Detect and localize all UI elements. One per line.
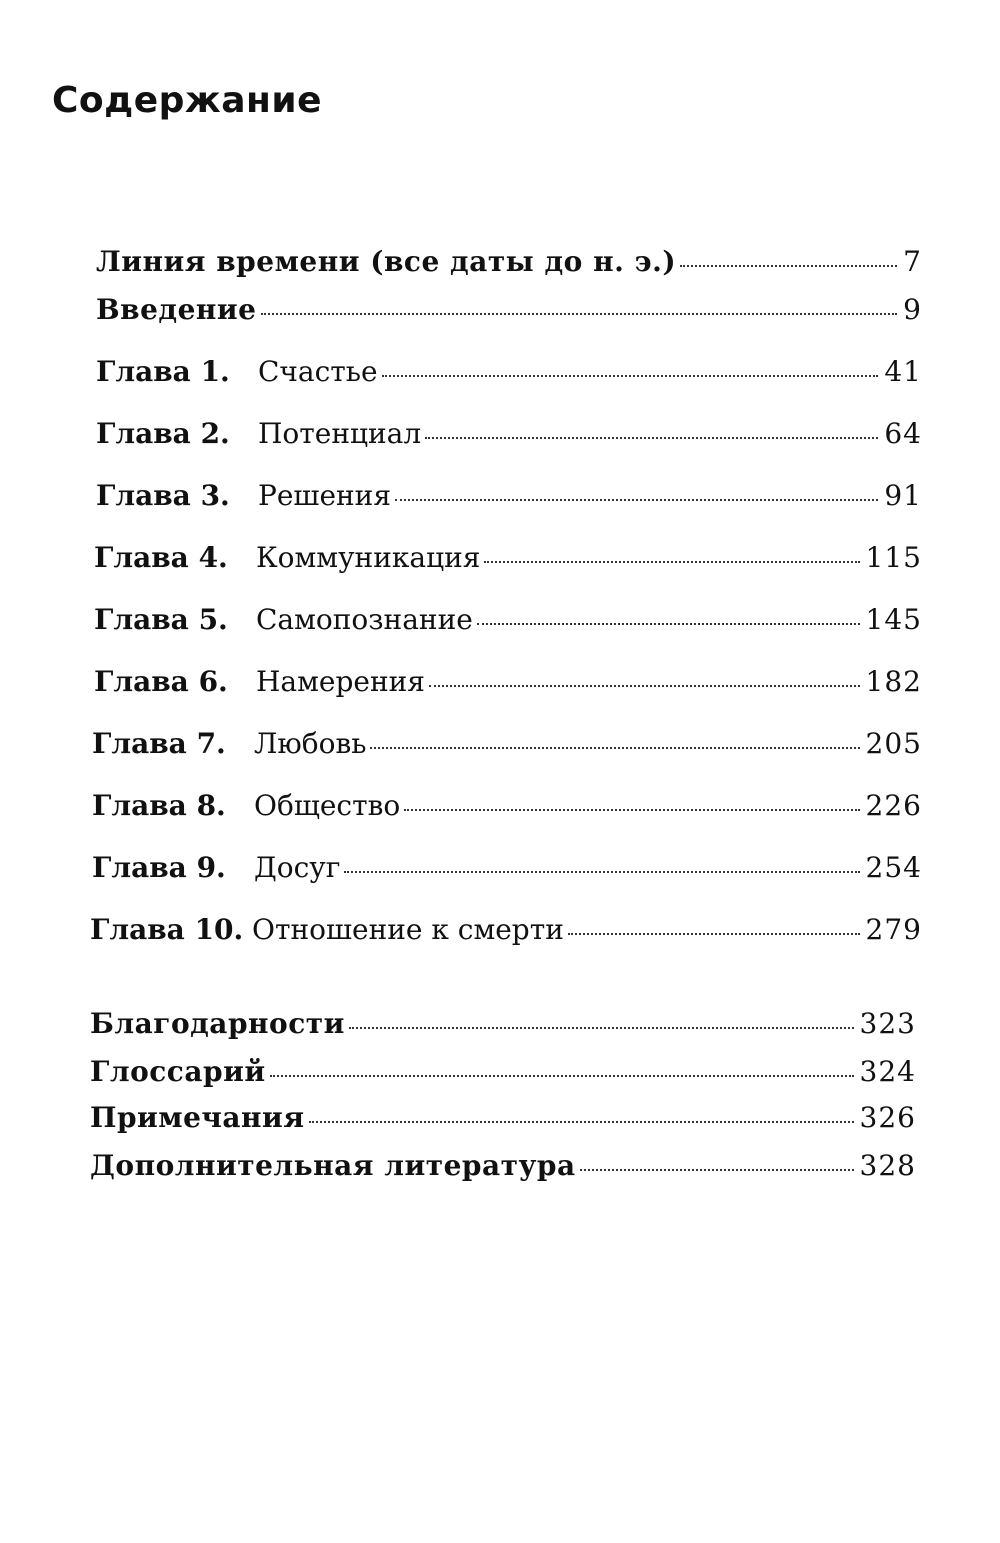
- toc-page-number: 254: [865, 851, 922, 884]
- toc-entry-chapter-10[interactable]: [90, 912, 922, 948]
- toc-entry-introduction[interactable]: [96, 292, 922, 328]
- toc-entry-chapter-3[interactable]: [96, 478, 922, 514]
- toc-page-number: 328: [859, 1149, 916, 1182]
- chapter-number: Глава 1.: [96, 355, 230, 388]
- toc-entry-label: Примечания: [90, 1101, 305, 1134]
- chapter-number: Глава 7.: [92, 727, 226, 760]
- dot-leader: [382, 375, 879, 377]
- chapter-title: Решения: [258, 479, 391, 512]
- chapter-title: Любовь: [254, 727, 367, 760]
- dot-leader: [425, 437, 878, 439]
- dot-leader: [349, 1027, 854, 1029]
- chapter-title: Коммуникация: [256, 541, 481, 574]
- toc-page-number: 205: [865, 727, 922, 760]
- dot-leader: [404, 809, 859, 811]
- chapter-number: Глава 4.: [94, 541, 228, 574]
- dot-leader: [270, 1075, 854, 1077]
- toc-page-number: 64: [884, 417, 922, 450]
- dot-leader: [568, 933, 860, 935]
- toc-page-number: 41: [884, 355, 922, 388]
- dot-leader: [261, 313, 898, 315]
- toc-entry-chapter-8[interactable]: [92, 788, 922, 824]
- dot-leader: [680, 265, 897, 267]
- chapter-title: Намерения: [256, 665, 425, 698]
- toc-entry-label: Благодарности: [90, 1007, 345, 1040]
- toc-entry-chapter-6[interactable]: [94, 664, 922, 700]
- toc-page-number: 226: [865, 789, 922, 822]
- chapter-number: Глава 10.: [90, 913, 244, 946]
- toc-page-number: 145: [865, 603, 922, 636]
- chapter-title: Общество: [254, 789, 401, 822]
- toc-page-number: 182: [865, 665, 922, 698]
- toc-entry-chapter-7[interactable]: [92, 726, 922, 762]
- dot-leader: [344, 871, 859, 873]
- toc-entry-timeline[interactable]: [96, 244, 922, 280]
- toc-entry-chapter-2[interactable]: [96, 416, 922, 452]
- chapter-title: Досуг: [254, 851, 341, 884]
- dot-leader: [484, 561, 859, 563]
- dot-leader: [477, 623, 860, 625]
- dot-leader: [429, 685, 860, 687]
- chapter-number: Глава 2.: [96, 417, 230, 450]
- dot-leader: [370, 747, 859, 749]
- toc-entry-glossary[interactable]: [90, 1054, 916, 1090]
- toc-page-number: 326: [859, 1101, 916, 1134]
- chapter-number: Глава 8.: [92, 789, 226, 822]
- toc-page-number: 7: [903, 245, 922, 278]
- toc-entry-notes[interactable]: [90, 1100, 916, 1136]
- toc-entry-acknowledgements[interactable]: [90, 1006, 916, 1042]
- toc-entry-label: Введение: [96, 293, 257, 326]
- chapter-title: Потенциал: [258, 417, 422, 450]
- chapter-title: Отношение к смерти: [252, 913, 564, 946]
- chapter-title: Счастье: [258, 355, 378, 388]
- chapter-title: Самопознание: [256, 603, 473, 636]
- chapter-number: Глава 9.: [92, 851, 226, 884]
- toc-page-number: 323: [859, 1007, 916, 1040]
- chapter-number: Глава 3.: [96, 479, 230, 512]
- toc-page-number: 91: [884, 479, 922, 512]
- toc-entry-label: Линия времени (все даты до н. э.): [96, 245, 677, 278]
- toc-entry-chapter-4[interactable]: [94, 540, 922, 576]
- chapter-number: Глава 6.: [94, 665, 228, 698]
- toc-entry-chapter-5[interactable]: [94, 602, 922, 638]
- toc-entry-label: Глоссарий: [90, 1055, 266, 1088]
- toc-entry-chapter-9[interactable]: [92, 850, 922, 886]
- toc-page-number: 324: [859, 1055, 916, 1088]
- dot-leader: [395, 499, 878, 501]
- toc-entry-chapter-1[interactable]: [96, 354, 922, 390]
- toc-entry-further-reading[interactable]: [90, 1148, 916, 1184]
- page-title: Содержание: [52, 80, 323, 121]
- dot-leader: [580, 1169, 854, 1171]
- toc-page-number: 279: [865, 913, 922, 946]
- toc-page-number: 115: [865, 541, 922, 574]
- toc-page-number: 9: [903, 293, 922, 326]
- dot-leader: [309, 1121, 854, 1123]
- toc-entry-label: Дополнительная литература: [90, 1149, 576, 1182]
- chapter-number: Глава 5.: [94, 603, 228, 636]
